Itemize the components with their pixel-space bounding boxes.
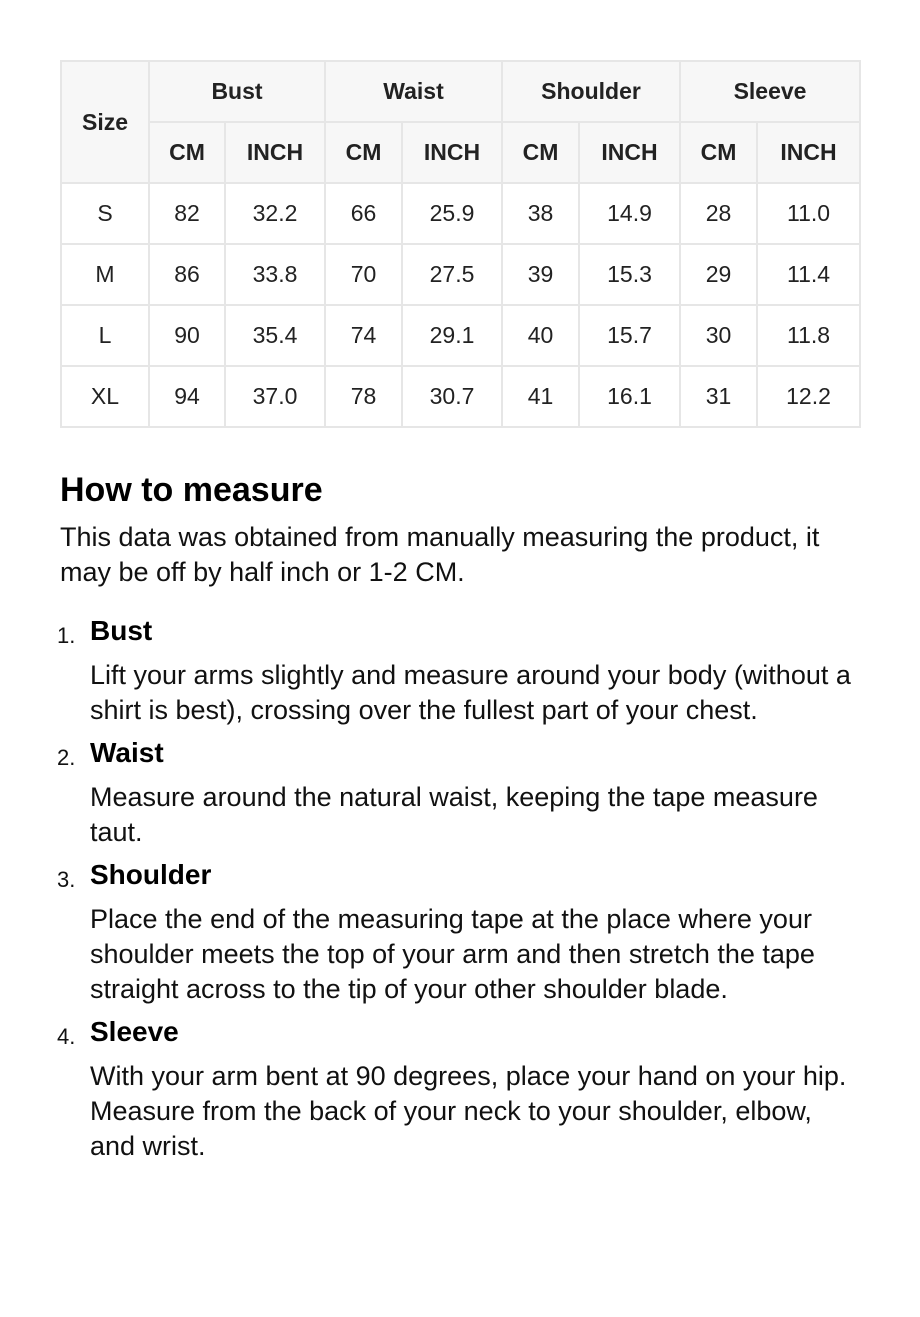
waist-inch-cell: 27.5	[402, 244, 502, 305]
table-row	[61, 305, 860, 366]
size-cell: M	[61, 244, 149, 305]
step-title-waist: Waist	[90, 737, 164, 768]
size-column-header: Size	[61, 61, 149, 183]
sleeve-group-header: Sleeve	[680, 61, 860, 122]
step-text-sleeve: With your arm bent at 90 degrees, place your hand on your hip. Measure from the back of your neck to your shoulder, elbow, and wrist.	[90, 1061, 847, 1161]
table-header-unit-row	[61, 122, 860, 183]
table-header-group-row	[61, 61, 860, 122]
waist-cm-cell: 66	[325, 183, 402, 244]
sleeve-cm-cell: 29	[680, 244, 757, 305]
waist-inch-cell: 25.9	[402, 183, 502, 244]
step-number: 2.	[57, 745, 76, 770]
bust-cm-cell: 90	[149, 305, 225, 366]
size-cell: S	[61, 183, 149, 244]
shoulder-cm-cell: 40	[502, 305, 579, 366]
waist-cm-cell: 70	[325, 244, 402, 305]
table-row	[61, 244, 860, 305]
sleeve-cm-cell: 28	[680, 183, 757, 244]
step-number: 4.	[57, 1024, 76, 1049]
waist-inch-cell: 30.7	[402, 366, 502, 427]
bust-cm-cell: 86	[149, 244, 225, 305]
bust-inch-header: INCH	[225, 122, 325, 183]
sleeve-cm-header: CM	[680, 122, 757, 183]
size-chart-table	[60, 60, 861, 428]
bust-inch-cell: 37.0	[225, 366, 325, 427]
step-number: 1.	[57, 623, 76, 648]
waist-inch-header: INCH	[402, 122, 502, 183]
shoulder-cm-header: CM	[502, 122, 579, 183]
shoulder-cm-cell: 41	[502, 366, 579, 427]
shoulder-inch-header: INCH	[579, 122, 680, 183]
sleeve-inch-cell: 11.8	[757, 305, 860, 366]
size-guide	[57, 60, 860, 1174]
bust-cm-cell: 94	[149, 366, 225, 427]
step-title-bust: Bust	[90, 615, 153, 646]
list-item	[57, 615, 860, 728]
sleeve-inch-header: INCH	[757, 122, 860, 183]
shoulder-inch-cell: 14.9	[579, 183, 680, 244]
shoulder-inch-cell: 15.7	[579, 305, 680, 366]
shoulder-cm-cell: 39	[502, 244, 579, 305]
how-to-measure-title: How to measure	[60, 471, 323, 509]
bust-inch-cell: 32.2	[225, 183, 325, 244]
waist-cm-header: CM	[325, 122, 402, 183]
shoulder-cm-cell: 38	[502, 183, 579, 244]
shoulder-inch-cell: 15.3	[579, 244, 680, 305]
shoulder-group-header: Shoulder	[502, 61, 680, 122]
shoulder-inch-cell: 16.1	[579, 366, 680, 427]
list-item	[57, 737, 860, 850]
waist-cm-cell: 74	[325, 305, 402, 366]
table-row	[61, 366, 860, 427]
step-title-sleeve: Sleeve	[90, 1016, 179, 1047]
sleeve-cm-cell: 31	[680, 366, 757, 427]
bust-cm-cell: 82	[149, 183, 225, 244]
sleeve-inch-cell: 11.0	[757, 183, 860, 244]
step-text-waist: Measure around the natural waist, keeping the tape measure taut.	[90, 782, 818, 847]
bust-inch-cell: 35.4	[225, 305, 325, 366]
size-cell: XL	[61, 366, 149, 427]
size-cell: L	[61, 305, 149, 366]
step-title-shoulder: Shoulder	[90, 859, 212, 890]
bust-cm-header: CM	[149, 122, 225, 183]
table-row	[61, 183, 860, 244]
waist-inch-cell: 29.1	[402, 305, 502, 366]
step-number: 3.	[57, 867, 76, 892]
list-item	[57, 859, 860, 1007]
how-to-measure-intro: This data was obtained from manually measuring the product, it may be off by half inch or 1-2 CM.	[60, 522, 820, 587]
waist-group-header: Waist	[325, 61, 502, 122]
step-text-shoulder: Place the end of the measuring tape at the place where your shoulder meets the top of your arm and then stretch the tape straight across to the tip of your other shoulder blade.	[90, 904, 815, 1004]
sleeve-inch-cell: 12.2	[757, 366, 860, 427]
list-item	[57, 1016, 860, 1164]
sleeve-inch-cell: 11.4	[757, 244, 860, 305]
bust-inch-cell: 33.8	[225, 244, 325, 305]
measure-steps-list	[57, 615, 860, 1164]
bust-group-header: Bust	[149, 61, 325, 122]
waist-cm-cell: 78	[325, 366, 402, 427]
step-text-bust: Lift your arms slightly and measure around your body (without a shirt is best), crossing over the fullest part of your chest.	[90, 660, 851, 725]
sleeve-cm-cell: 30	[680, 305, 757, 366]
